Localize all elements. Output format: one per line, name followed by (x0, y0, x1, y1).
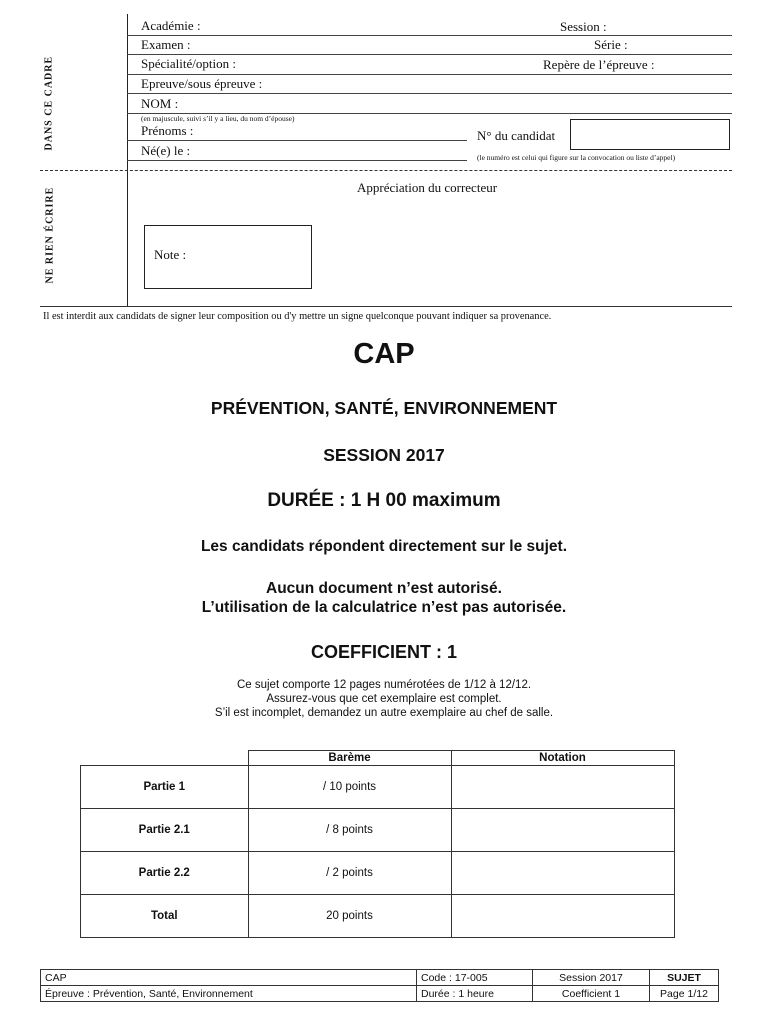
footer-duree: Durée : 1 heure (417, 986, 533, 1002)
table-row (81, 852, 675, 895)
field-serie[interactable]: Série : (594, 37, 628, 52)
field-repere-epreuve[interactable]: Repère de l’épreuve : (543, 57, 655, 72)
footer-row (41, 986, 719, 1002)
footer-row (41, 970, 719, 986)
cut-line (40, 170, 732, 171)
footer-exam: CAP (41, 970, 417, 986)
note-box[interactable] (144, 225, 312, 289)
field-rule (127, 160, 467, 161)
field-specialite[interactable]: Spécialité/option : (141, 56, 236, 71)
notation-cell[interactable] (451, 852, 674, 895)
row-label: Total (81, 895, 249, 938)
row-points: / 2 points (248, 852, 451, 895)
footer-coefficient: Coefficient 1 (533, 986, 650, 1002)
table-row (81, 766, 675, 809)
document-rule-2: L’utilisation de la calculatrice n’est pas autorisée. (201, 599, 567, 616)
appreciation-correcteur: Appréciation du correcteur (357, 180, 498, 195)
cap-title: CAP (353, 338, 415, 370)
field-rule (127, 140, 467, 141)
signature-warning: Il est interdit aux candidats de signer leur composition ou d'y mettre un signe quelconque pouvant indiquer sa provenance. (43, 311, 552, 322)
header-bottom-rule (40, 306, 732, 307)
empty-header-cell (81, 751, 249, 766)
instruction-text: Les candidats répondent directement sur le sujet. (200, 538, 568, 555)
table-row (81, 809, 675, 852)
field-rule (127, 93, 732, 94)
row-points: / 8 points (248, 809, 451, 852)
header-bareme: Barème (248, 751, 451, 766)
footer-sujet: SUJET (650, 970, 719, 986)
session-title: SESSION 2017 (323, 445, 445, 465)
field-session[interactable]: Session : (560, 19, 607, 34)
field-nee-le[interactable]: Né(e) le : (141, 143, 191, 158)
field-prenoms[interactable]: Prénoms : (141, 123, 194, 138)
bareme-table (80, 750, 675, 938)
table-header-row (81, 751, 675, 766)
pages-line-3: S’il est incomplet, demandez un autre exemplaire au chef de salle. (214, 707, 554, 719)
footer-epreuve: Épreuve : Prévention, Santé, Environnement (41, 986, 417, 1002)
side-label-dans-ce-cadre: DANS CE CADRE (43, 55, 55, 151)
footer-session: Session 2017 (533, 970, 650, 986)
row-points: / 10 points (248, 766, 451, 809)
field-epreuve[interactable]: Epreuve/sous épreuve : (141, 76, 263, 91)
note-label: Note : (154, 247, 187, 262)
header-notation: Notation (451, 751, 674, 766)
subject-title: PRÉVENTION, SANTÉ, ENVIRONNEMENT (210, 398, 558, 418)
footer-table (40, 969, 719, 1002)
nom-note: (en majuscule, suivi s’il y a lieu, du nom d’épouse) (141, 114, 295, 123)
numero-note: (le numéro est celui qui figure sur la convocation ou liste d’appel) (477, 153, 676, 162)
field-rule (127, 35, 732, 36)
numero-candidat-label: N° du candidat (477, 128, 556, 143)
side-label-ne-rien-ecrire: NE RIEN ÉCRIRE (44, 186, 56, 284)
notation-cell[interactable] (451, 809, 674, 852)
field-rule (127, 54, 732, 55)
row-label: Partie 1 (81, 766, 249, 809)
coefficient-title: COEFFICIENT : 1 (310, 642, 457, 662)
duree-title: DURÉE : 1 H 00 maximum (267, 490, 501, 511)
row-label: Partie 2.2 (81, 852, 249, 895)
field-nom[interactable]: NOM : (141, 96, 179, 111)
field-rule (127, 74, 732, 75)
field-academie[interactable]: Académie : (141, 18, 201, 33)
notation-cell[interactable] (451, 895, 674, 938)
notation-cell[interactable] (451, 766, 674, 809)
document-rule-1: Aucun document n’est autorisé. (266, 580, 502, 597)
row-points: 20 points (248, 895, 451, 938)
numero-candidat-box[interactable] (570, 119, 730, 150)
table-row (81, 895, 675, 938)
footer-code: Code : 17-005 (417, 970, 533, 986)
pages-line-1: Ce sujet comporte 12 pages numérotées de 1/12 à 12/12. (236, 679, 532, 691)
row-label: Partie 2.1 (81, 809, 249, 852)
pages-line-2: Assurez-vous que cet exemplaire est complet. (266, 693, 502, 705)
field-examen[interactable]: Examen : (141, 37, 191, 52)
footer-page: Page 1/12 (650, 986, 719, 1002)
